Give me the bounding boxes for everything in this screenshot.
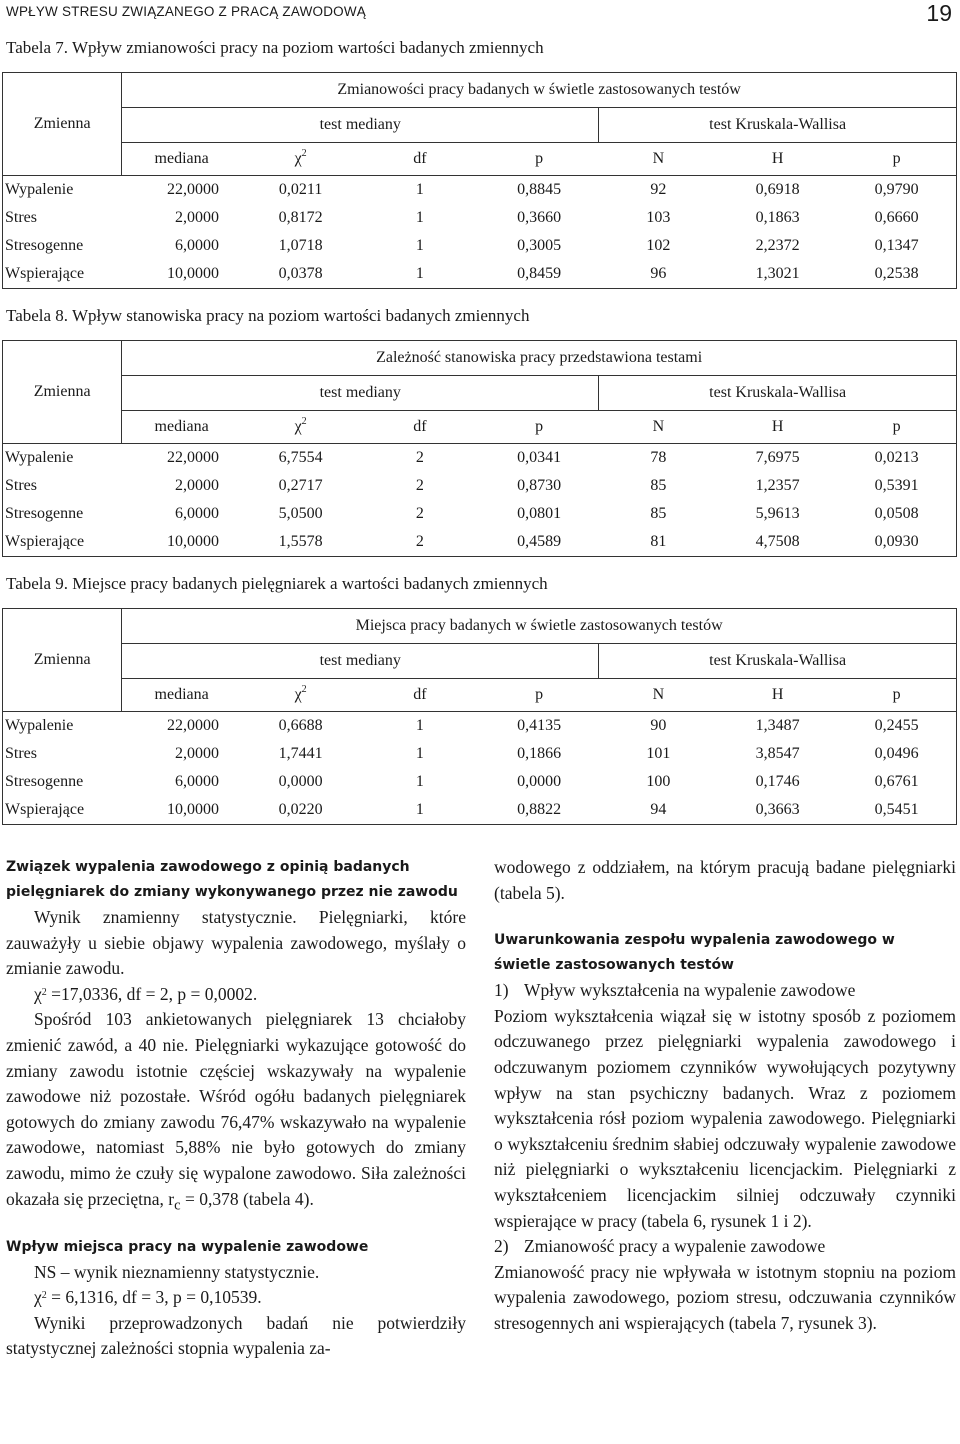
table-cell: 1,2357 bbox=[755, 477, 800, 494]
table-cell: 102 bbox=[646, 237, 671, 254]
table-cell: 0,1347 bbox=[837, 232, 956, 260]
test-kruskal-wallis-header: test Kruskala-Wallisa bbox=[599, 644, 957, 679]
table-cell: 0,1863 bbox=[755, 209, 800, 226]
paragraph: NS – wynik nieznamienny statystycznie. bbox=[34, 1261, 320, 1282]
table-cell: 0,5391 bbox=[837, 472, 956, 500]
table-cell: 0,1866 bbox=[517, 745, 562, 762]
table-cell: 1,0718 bbox=[278, 237, 323, 254]
column-header: mediana bbox=[122, 143, 241, 176]
section-heading-workplace: Wpływ miejsca pracy na wypalenie zawodowe bbox=[6, 1238, 369, 1255]
column-header: $\chi^2$ bbox=[241, 679, 360, 712]
table-cell: Wypalenie bbox=[3, 712, 122, 741]
table-cell: Stresogenne bbox=[3, 768, 122, 796]
table-cell: Wypalenie bbox=[3, 444, 122, 473]
column-header: mediana bbox=[122, 679, 241, 712]
group-header: Miejsca pracy badanych w świetle zastosowanych testów bbox=[122, 609, 957, 644]
table-cell: 0,0801 bbox=[517, 505, 562, 522]
column-header: df bbox=[360, 143, 479, 176]
left-column bbox=[6, 855, 466, 1362]
table-row bbox=[3, 768, 957, 796]
table-caption: Tabela 8. Wpływ stanowiska pracy na poziom wartości badanych zmiennych bbox=[6, 306, 530, 325]
table-cell: Stresogenne bbox=[3, 232, 122, 260]
table-cell: 0,0211 bbox=[278, 181, 323, 198]
data-table bbox=[2, 340, 957, 557]
table-cell: 5,0500 bbox=[278, 505, 323, 522]
table-row bbox=[3, 260, 957, 289]
column-header: p bbox=[837, 143, 956, 176]
table-cell: 2 bbox=[415, 449, 424, 466]
table-cell: 22,0000 bbox=[167, 449, 219, 466]
table-cell: 0,0496 bbox=[837, 740, 956, 768]
table-cell: 78 bbox=[650, 449, 667, 466]
test-mediany-header: test mediany bbox=[122, 108, 599, 143]
right-column bbox=[494, 855, 956, 1337]
variable-header: Zmienna bbox=[3, 73, 122, 176]
table-cell: 0,0213 bbox=[837, 444, 956, 473]
section-heading-determinants: Uwarunkowania zespołu wypalenia zawodowego w świetle zastosowanych testów bbox=[494, 932, 895, 974]
table-cell: 0,8459 bbox=[480, 260, 599, 289]
table-cell: 0,5451 bbox=[837, 796, 956, 825]
column-header: H bbox=[718, 679, 837, 712]
table-cell: 2 bbox=[415, 477, 424, 494]
column-header: mediana bbox=[122, 411, 241, 444]
table-cell: 2,0000 bbox=[175, 209, 219, 226]
paragraph: Wynik znamienny statystycznie. Pielęgniarki, które zauważyły u siebie objawy wypalenia zawodowego, myślały o zmianie zawodu. bbox=[6, 907, 466, 979]
table-cell: 3,8547 bbox=[755, 745, 800, 762]
table-cell: 2,0000 bbox=[175, 745, 219, 762]
table-cell: 1 bbox=[360, 796, 479, 825]
page-number: 19 bbox=[926, 0, 952, 26]
table-cell: 0,0341 bbox=[517, 449, 562, 466]
table-cell: 1 bbox=[415, 745, 424, 762]
table-cell: 10,0000 bbox=[122, 796, 241, 825]
table-caption: Tabela 7. Wpływ zmianowości pracy na poziom wartości badanych zmiennych bbox=[6, 38, 544, 57]
list-item-body: Zmianowość pracy nie wpływała w istotnym stopniu na poziom wypalenia zawodowego, poziom stresu, odczuwania czynników stresogennych ani wspierających (tabela 7, rysunek 3). bbox=[494, 1261, 956, 1333]
table-row bbox=[3, 712, 957, 741]
table-cell: 2,0000 bbox=[175, 477, 219, 494]
table-cell: 0,2538 bbox=[837, 260, 956, 289]
table-cell: 22,0000 bbox=[167, 181, 219, 198]
table-cell: 0,3005 bbox=[517, 237, 562, 254]
table-cell: 1,5578 bbox=[241, 528, 360, 557]
column-header: N bbox=[599, 143, 718, 176]
table-cell: 0,8172 bbox=[278, 209, 323, 226]
table-row bbox=[3, 176, 957, 205]
table-cell: Stresogenne bbox=[3, 500, 122, 528]
table-cell: 5,9613 bbox=[755, 505, 800, 522]
running-title: WPŁYW STRESU ZWIĄZANEGO Z PRACĄ ZAWODOWĄ bbox=[6, 4, 367, 19]
table-cell: 0,8730 bbox=[517, 477, 562, 494]
table-cell: 6,0000 bbox=[175, 505, 219, 522]
table-cell: Stres bbox=[3, 472, 122, 500]
column-header: H bbox=[718, 411, 837, 444]
table-row bbox=[3, 444, 957, 473]
table-cell: 1 bbox=[415, 773, 424, 790]
list-item: 2) Zmianowość pracy a wypalenie zawodowe bbox=[494, 1236, 826, 1257]
table-cell: 0,0508 bbox=[837, 500, 956, 528]
table-cell: 1 bbox=[415, 209, 424, 226]
data-table bbox=[2, 72, 957, 289]
table-cell: 0,6761 bbox=[837, 768, 956, 796]
variable-header: Zmienna bbox=[3, 609, 122, 712]
table-cell: 0,4135 bbox=[517, 717, 562, 734]
table-cell: 85 bbox=[650, 477, 667, 494]
table-cell: 0,0000 bbox=[517, 773, 562, 790]
group-header: Zależność stanowiska pracy przedstawiona testami bbox=[122, 341, 957, 376]
table-row bbox=[3, 796, 957, 825]
table-cell: 2 bbox=[415, 505, 424, 522]
test-mediany-header: test mediany bbox=[122, 376, 599, 411]
table-cell: 0,2717 bbox=[278, 477, 323, 494]
paragraph: Spośród 103 ankietowanych pielęgniarek 13 chciałoby zmienić zawód, a 40 nie. Pielęgniarki wykazujące gotowość do zmiany zawodu istotnie częściej wskazywały na wypalenie zawodowe niż pozostałe. Wśród ogółu badanych pielęgniarek gotowych do zmiany zawodu 76,47% wskazywało na wypalenie zawodowe, natomiast 5,88% nie było gotowych do zmiany zawodu, mimo że czuły się wypalone zawodowo. Siła zależności okazała się przeciętna, $r_c = 0,378$ (tabela 4). bbox=[6, 1009, 466, 1214]
column-header: p bbox=[480, 411, 599, 444]
table-cell: 0,6660 bbox=[837, 204, 956, 232]
table-cell: 96 bbox=[599, 260, 718, 289]
table-cell: 85 bbox=[650, 505, 667, 522]
test-kruskal-wallis-header: test Kruskala-Wallisa bbox=[599, 376, 957, 411]
column-header: N bbox=[599, 411, 718, 444]
table-cell: Stres bbox=[3, 740, 122, 768]
table-cell: 100 bbox=[646, 773, 671, 790]
table-caption: Tabela 9. Miejsce pracy badanych pielęgniarek a wartości badanych zmiennych bbox=[6, 574, 548, 593]
paragraph: Wyniki przeprowadzonych badań nie potwierdziły statystycznej zależności stopnia wypalenia za- bbox=[6, 1312, 466, 1359]
table-row bbox=[3, 204, 957, 232]
table-cell: 4,7508 bbox=[718, 528, 837, 557]
table-row bbox=[3, 740, 957, 768]
table-cell: 0,6918 bbox=[755, 181, 800, 198]
table-cell: 0,0220 bbox=[241, 796, 360, 825]
table-cell: 1 bbox=[415, 237, 424, 254]
column-header: p bbox=[837, 679, 956, 712]
formula: $\chi^2 = 6,1316$, df = 3, p = 0,10539. bbox=[34, 1287, 262, 1308]
table-cell: 1,7441 bbox=[278, 745, 323, 762]
table-cell: Wspierające bbox=[3, 528, 122, 557]
table-cell: 0,1746 bbox=[755, 773, 800, 790]
table-cell: Stres bbox=[3, 204, 122, 232]
table-cell: 0,8822 bbox=[480, 796, 599, 825]
table-cell: Wypalenie bbox=[3, 176, 122, 205]
formula: $\chi^2 =17,0336$, df = 2, p = 0,0002. bbox=[34, 983, 258, 1004]
table-cell: 0,8845 bbox=[517, 181, 562, 198]
table-cell: 6,0000 bbox=[175, 237, 219, 254]
table-cell: 1 bbox=[360, 260, 479, 289]
column-header: $\chi^2$ bbox=[241, 411, 360, 444]
table-cell: Wspierające bbox=[3, 796, 122, 825]
table-row bbox=[3, 500, 957, 528]
column-header: df bbox=[360, 679, 479, 712]
column-header: df bbox=[360, 411, 479, 444]
table-cell: 2,2372 bbox=[755, 237, 800, 254]
table-cell: 0,2455 bbox=[837, 712, 956, 741]
table-row bbox=[3, 472, 957, 500]
table-cell: 6,7554 bbox=[278, 449, 323, 466]
column-header: p bbox=[837, 411, 956, 444]
column-header: H bbox=[718, 143, 837, 176]
variable-header: Zmienna bbox=[3, 341, 122, 444]
table-cell: 7,6975 bbox=[755, 449, 800, 466]
column-header: p bbox=[480, 143, 599, 176]
table-cell: 0,0000 bbox=[278, 773, 323, 790]
section-heading-career-change: Związek wypalenia zawodowego z opinią badanych pielęgniarek do zmiany wykonywanego przez nie zawodu bbox=[6, 859, 458, 900]
group-header: Zmianowości pracy badanych w świetle zastosowanych testów bbox=[122, 73, 957, 108]
table-cell: 1 bbox=[415, 717, 424, 734]
table-cell: 0,6688 bbox=[278, 717, 323, 734]
table-cell: 81 bbox=[599, 528, 718, 557]
column-header: p bbox=[480, 679, 599, 712]
table-cell: 103 bbox=[646, 209, 671, 226]
list-item-body: Poziom wykształcenia wiązał się w istotny sposób z poziomem odczuwanego przez pielęgniarki wypalenia zawodowego i odczuwanym poziomem czynników wywołujących pozytywny wpływ na stan psychiczny badanych. Wraz z poziomem wykształcenia rósł poziom wypalenia zawodowego. Pielęgniarki o wykształceniu średnim słabiej odczuwały wypalenie zawodowe niż pielęgniarki o wykształceniu licencjackim. Pielęgniarki z wykształceniem licencjackim silniej odczuwały czynniki wspierające w pracy (tabela 6, rysunek 1 i 2). bbox=[494, 1005, 956, 1231]
list-item: 1) Wpływ wykształcenia na wypalenie zawodowe bbox=[494, 980, 856, 1001]
table-cell: 94 bbox=[599, 796, 718, 825]
test-mediany-header: test mediany bbox=[122, 644, 599, 679]
table-cell: 1,3021 bbox=[718, 260, 837, 289]
table-cell: 92 bbox=[650, 181, 667, 198]
table-cell: 6,0000 bbox=[175, 773, 219, 790]
test-kruskal-wallis-header: test Kruskala-Wallisa bbox=[599, 108, 957, 143]
table-cell: 0,3663 bbox=[718, 796, 837, 825]
table-cell: 0,3660 bbox=[517, 209, 562, 226]
table-cell: 22,0000 bbox=[167, 717, 219, 734]
data-table bbox=[2, 608, 957, 825]
table-cell: 0,9790 bbox=[837, 176, 956, 205]
table-cell: 101 bbox=[646, 745, 671, 762]
table-row bbox=[3, 528, 957, 557]
table-cell: 10,0000 bbox=[122, 260, 241, 289]
paragraph: wodowego z oddziałem, na którym pracują badane pielęgniarki (tabela 5). bbox=[494, 857, 956, 903]
table-cell: 0,0930 bbox=[837, 528, 956, 557]
table-cell: 90 bbox=[650, 717, 667, 734]
table-cell: 0,0378 bbox=[241, 260, 360, 289]
table-cell: 2 bbox=[360, 528, 479, 557]
table-cell: Wspierające bbox=[3, 260, 122, 289]
column-header: $\chi^2$ bbox=[241, 143, 360, 176]
table-cell: 10,0000 bbox=[122, 528, 241, 557]
table-cell: 1,3487 bbox=[755, 717, 800, 734]
table-cell: 0,4589 bbox=[480, 528, 599, 557]
table-cell: 1 bbox=[415, 181, 424, 198]
table-row bbox=[3, 232, 957, 260]
column-header: N bbox=[599, 679, 718, 712]
